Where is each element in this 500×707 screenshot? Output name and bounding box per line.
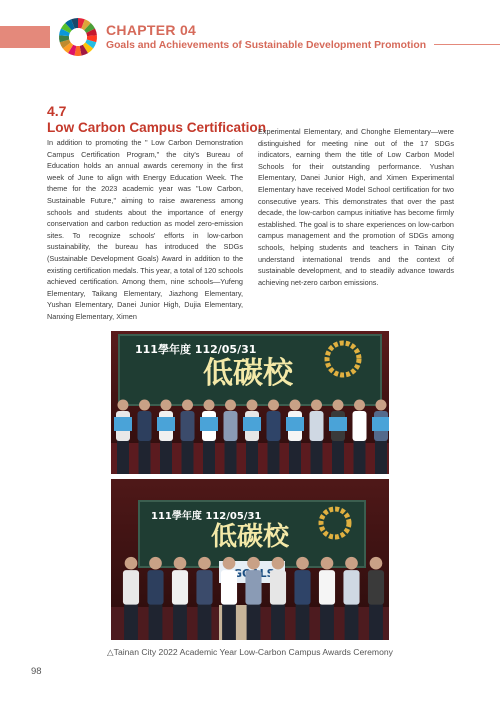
person-head bbox=[268, 400, 279, 411]
person-head bbox=[198, 557, 211, 570]
body-text-left-column: In addition to promoting the " Low Carbon Demonstration Campus Certification Program," the city's Bureau of Education holds an annual awards ceremony in the first week of June to align with Energy Education Week. The theme for the 2023 academic year was "Low Carbon, Sustainable Future," aiming to raise awareness among schools and students about the importance of energy conservation and carbon reduction as model zero-emission sites. To recognize schools' efforts in low-carbon sustainability, the bureau has introduced the SDGs (Sustainable Development Goals) Award in addition to the existing certification medals. This year, a total of 120 schools achieved certification. Among them, nine schools—Yufeng Elementary, Taikang Elementary, Jiazhong Elementary, Yushan Elementary, Danei Junior High, Dujia Elementary, Nanxing Elementary, Ximen bbox=[47, 138, 243, 321]
person-head bbox=[161, 400, 172, 411]
person-legs bbox=[247, 603, 261, 640]
person-legs bbox=[149, 603, 163, 640]
sdg-wheel-icon bbox=[58, 17, 98, 57]
person-head bbox=[370, 557, 383, 570]
person-head bbox=[125, 557, 138, 570]
person-figure bbox=[368, 570, 384, 605]
person-head bbox=[333, 400, 344, 411]
person-head bbox=[376, 400, 387, 411]
person-head bbox=[225, 400, 236, 411]
chapter-label: CHAPTER 04 bbox=[106, 22, 197, 38]
person-legs bbox=[203, 440, 215, 474]
ceremony-photo-1 bbox=[111, 331, 389, 474]
person-legs bbox=[311, 440, 323, 474]
person-legs bbox=[160, 440, 172, 474]
person-legs bbox=[182, 440, 194, 474]
person-legs bbox=[369, 603, 383, 640]
person-head bbox=[247, 400, 258, 411]
banner-date: 111學年度 112/05/31 bbox=[135, 343, 257, 356]
certificate-board bbox=[329, 417, 347, 431]
person-figure bbox=[343, 570, 359, 605]
person-figure bbox=[221, 570, 237, 605]
person-head bbox=[149, 557, 162, 570]
person-head bbox=[321, 557, 334, 570]
svg-text:低碳校: 低碳校 bbox=[211, 522, 290, 552]
person-figure bbox=[138, 411, 152, 441]
person-head bbox=[223, 557, 236, 570]
person-head bbox=[139, 400, 150, 411]
person-legs bbox=[296, 603, 310, 640]
person-figure bbox=[310, 411, 324, 441]
person-head bbox=[354, 400, 365, 411]
photo-caption: △Tainan City 2022 Academic Year Low-Carbon Campus Awards Ceremony bbox=[107, 647, 393, 657]
person-figure bbox=[270, 570, 286, 605]
page-number: 98 bbox=[31, 666, 42, 677]
person-legs bbox=[222, 603, 236, 640]
person-figure bbox=[147, 570, 163, 605]
person-head bbox=[118, 400, 129, 411]
person-figure bbox=[245, 570, 261, 605]
certificate-board bbox=[157, 417, 175, 431]
certificate-board bbox=[114, 417, 132, 431]
certificate-board bbox=[200, 417, 218, 431]
person-legs bbox=[246, 440, 258, 474]
person-figure bbox=[181, 411, 195, 441]
person-figure bbox=[267, 411, 281, 441]
person-head bbox=[296, 557, 309, 570]
person-legs bbox=[139, 440, 151, 474]
person-legs bbox=[271, 603, 285, 640]
person-legs bbox=[124, 603, 138, 640]
person-figure bbox=[196, 570, 212, 605]
person-legs bbox=[345, 603, 359, 640]
header-accent-bar bbox=[0, 26, 50, 48]
person-legs bbox=[198, 603, 212, 640]
person-figure bbox=[294, 570, 310, 605]
person-head bbox=[182, 400, 193, 411]
person-legs bbox=[320, 603, 334, 640]
person-legs bbox=[354, 440, 366, 474]
person-legs bbox=[225, 440, 237, 474]
body-text-right-column: Experimental Elementary, and Chonghe Elementary—were distinguished for meeting nine out of the 17 SDGs indicators, earning them the title of Low Carbon Model Schools for their outstanding performance. Yushan Elementary, Danei Junior High, and Ximen Experimental Elementary have received Model School certification for two consecutive years. This demonstrates that over the past decade, the low-carbon campus initiative has become firmly established. The goal is to share experiences on low-carbon campus management and the promotion of SDGs among schools, helping students and teachers in Tainan City understand international trends and the context of sustainable development, and to steadily advance towards achieving net-zero carbon emissions. bbox=[258, 127, 454, 287]
svg-text:111學年度 112/05/31: 111學年度 112/05/31 bbox=[151, 511, 262, 522]
certificate-board bbox=[372, 417, 389, 431]
person-figure bbox=[319, 570, 335, 605]
person-head bbox=[272, 557, 285, 570]
person-head bbox=[290, 400, 301, 411]
person-legs bbox=[289, 440, 301, 474]
person-head bbox=[345, 557, 358, 570]
ceremony-photo-2 bbox=[111, 479, 389, 640]
section-title: Low Carbon Campus Certification bbox=[47, 120, 267, 135]
person-figure bbox=[123, 570, 139, 605]
person-figure bbox=[353, 411, 367, 441]
certificate-board bbox=[243, 417, 261, 431]
person-legs bbox=[117, 440, 129, 474]
person-head bbox=[174, 557, 187, 570]
person-head bbox=[247, 557, 260, 570]
person-legs bbox=[173, 603, 187, 640]
banner-title: 低碳校 bbox=[203, 356, 293, 391]
person-head bbox=[311, 400, 322, 411]
person-legs bbox=[268, 440, 280, 474]
header-rule bbox=[434, 44, 500, 45]
chapter-subtitle: Goals and Achievements of Sustainable Development Promotion bbox=[106, 40, 427, 51]
person-legs bbox=[375, 440, 387, 474]
certificate-board bbox=[286, 417, 304, 431]
person-figure bbox=[172, 570, 188, 605]
person-legs bbox=[332, 440, 344, 474]
person-figure bbox=[224, 411, 238, 441]
section-number: 4.7 bbox=[47, 103, 67, 119]
person-head bbox=[204, 400, 215, 411]
